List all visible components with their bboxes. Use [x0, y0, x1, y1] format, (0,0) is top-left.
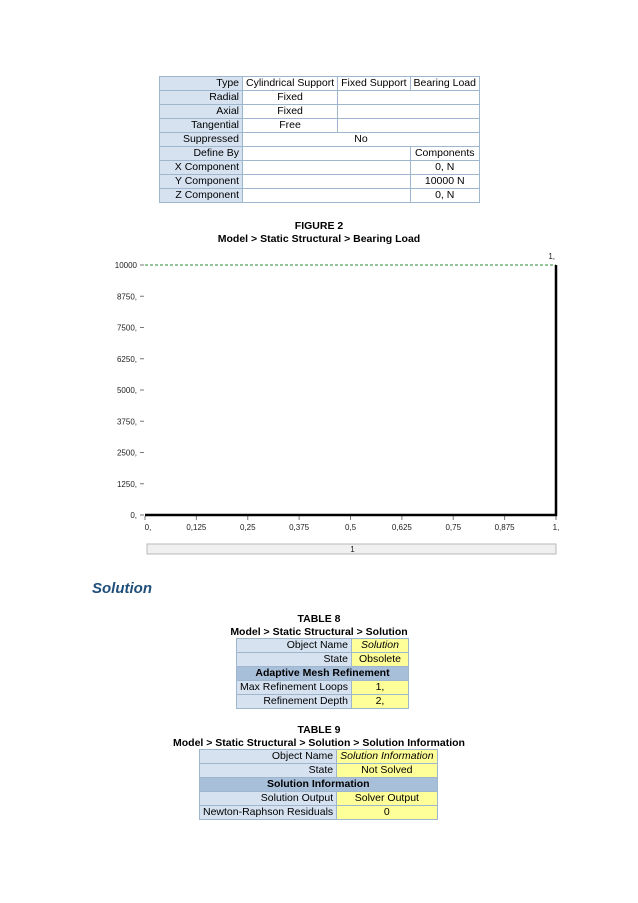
y-tick-label: 8750,: [116, 292, 137, 302]
object-name-value: Solution: [351, 639, 408, 653]
residuals-value: 0: [337, 806, 437, 820]
refinement-depth-value: 2,: [351, 695, 408, 709]
table-row: [237, 639, 409, 653]
table-row: [200, 806, 438, 820]
table-row: [160, 175, 480, 189]
x-tick-label: 0,: [144, 523, 152, 532]
state-value: Obsolete: [351, 653, 408, 667]
empty-cell: [243, 189, 411, 203]
table-row: [237, 681, 409, 695]
table-row: [160, 105, 480, 119]
x-tick-label: 0,25: [239, 523, 256, 532]
table-row: [160, 77, 480, 91]
corner-label: 1,: [548, 252, 555, 261]
table-row: [160, 189, 480, 203]
table-row: [200, 792, 438, 806]
suppressed-label: Suppressed: [160, 133, 243, 147]
scrollbar-label: 1: [350, 545, 355, 554]
z-component-label: Z Component: [160, 189, 243, 203]
suppressed-value: No: [243, 133, 480, 147]
y-component-value: 10000 N: [410, 175, 479, 189]
table-row: [160, 91, 480, 105]
section-heading-solution: Solution: [92, 580, 152, 597]
empty-cell: [243, 175, 411, 189]
object-name-label: Object Name: [200, 750, 337, 764]
table-row: [237, 667, 409, 681]
figure-caption: Model > Static Structural > Bearing Load: [217, 233, 421, 245]
state-label: State: [237, 653, 352, 667]
column-bearing-load: Bearing Load: [410, 77, 479, 91]
radial-value: Fixed: [243, 91, 338, 105]
x-tick-label: 0,75: [445, 523, 462, 532]
solution-table: [236, 638, 409, 709]
empty-cell: [338, 91, 480, 105]
column-fixed-support: Fixed Support: [338, 77, 410, 91]
x-tick-label: 0,5: [344, 523, 357, 532]
axial-label: Axial: [160, 105, 243, 119]
solution-output-value: Solver Output: [337, 792, 437, 806]
empty-cell: [243, 161, 411, 175]
empty-cell: [338, 105, 480, 119]
residuals-label: Newton-Raphson Residuals: [200, 806, 337, 820]
section-header: Solution Information: [200, 778, 438, 792]
type-label: Type: [160, 77, 243, 91]
table8-number: TABLE 8: [297, 613, 341, 625]
table-row: [200, 750, 438, 764]
table9-number: TABLE 9: [297, 724, 341, 736]
state-value: Not Solved: [337, 764, 437, 778]
table-row: [160, 133, 480, 147]
table-row: [200, 764, 438, 778]
table-row: [237, 695, 409, 709]
object-name-value: Solution Information: [337, 750, 437, 764]
y-tick-label: 10000: [114, 261, 137, 270]
empty-cell: [338, 119, 480, 133]
figure-number: FIGURE 2: [294, 220, 344, 232]
define-by-value: Components: [410, 147, 479, 161]
boundary-conditions-table: [159, 76, 480, 203]
state-label: State: [200, 764, 337, 778]
table8-caption: Model > Static Structural > Solution: [230, 626, 408, 638]
y-tick-label: 3750,: [116, 417, 137, 427]
y-tick-label: 2500,: [116, 448, 137, 458]
y-component-label: Y Component: [160, 175, 243, 189]
tangential-value: Free: [243, 119, 338, 133]
y-tick-label: 6250,: [116, 354, 137, 364]
table-row: [160, 119, 480, 133]
table-row: [200, 778, 438, 792]
y-tick-label: 0,: [130, 511, 137, 520]
y-tick-label: 1250,: [116, 479, 137, 489]
radial-label: Radial: [160, 91, 243, 105]
x-tick-label: 0,875: [494, 523, 515, 532]
table-row: [160, 147, 480, 161]
x-component-value: 0, N: [410, 161, 479, 175]
x-component-label: X Component: [160, 161, 243, 175]
x-tick-label: 0,125: [186, 523, 207, 532]
column-cylindrical-support: Cylindrical Support: [243, 77, 338, 91]
table-row: [160, 161, 480, 175]
tangential-label: Tangential: [160, 119, 243, 133]
y-tick-label: 5000,: [116, 386, 137, 395]
bearing-load-chart: [0, 245, 638, 565]
x-tick-label: 0,375: [289, 523, 310, 532]
series-line: [145, 265, 556, 515]
object-name-label: Object Name: [237, 639, 352, 653]
x-tick-label: 1,: [552, 523, 560, 532]
max-refinement-loops-label: Max Refinement Loops: [237, 681, 352, 695]
z-component-value: 0, N: [410, 189, 479, 203]
define-by-label: Define By: [160, 147, 243, 161]
max-refinement-loops-value: 1,: [351, 681, 408, 695]
solution-output-label: Solution Output: [200, 792, 337, 806]
y-tick-label: 7500,: [116, 323, 137, 333]
table9-caption: Model > Static Structural > Solution > Solution Information: [173, 737, 465, 749]
empty-cell: [243, 147, 411, 161]
x-tick-label: 0,625: [391, 523, 412, 532]
axial-value: Fixed: [243, 105, 338, 119]
section-header: Adaptive Mesh Refinement: [237, 667, 409, 681]
table-row: [237, 653, 409, 667]
refinement-depth-label: Refinement Depth: [237, 695, 352, 709]
solution-information-table: [199, 749, 438, 820]
